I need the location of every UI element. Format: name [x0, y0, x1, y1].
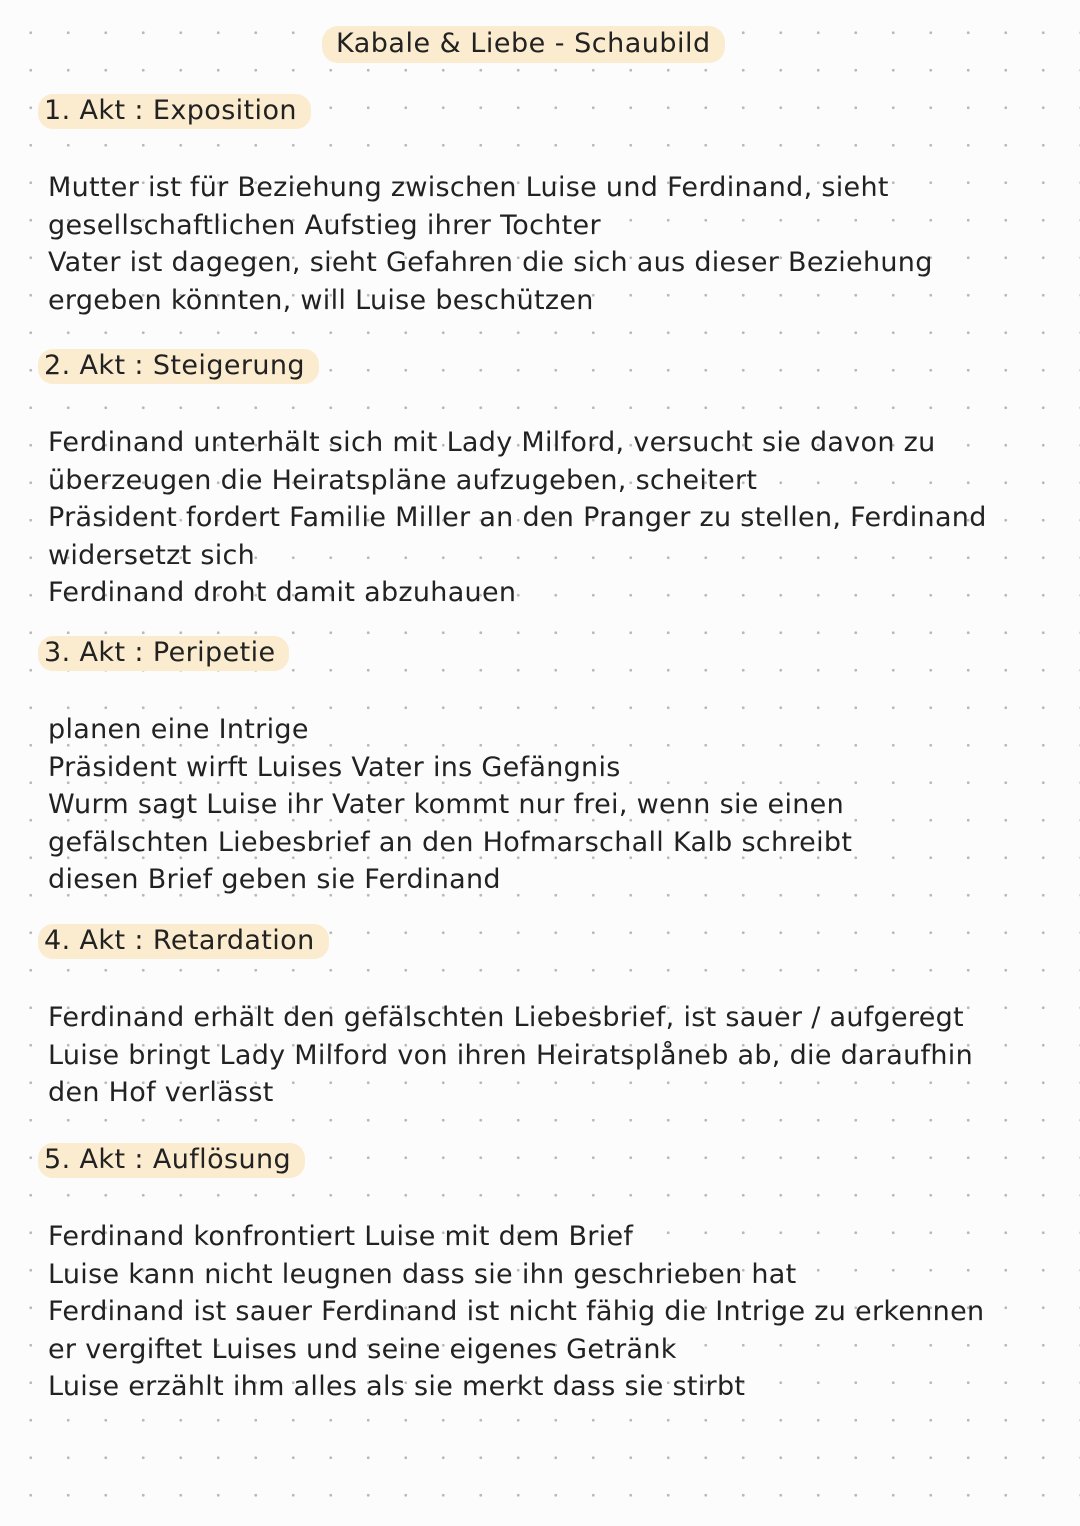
act-1-heading: 1. Akt : Exposition: [38, 94, 311, 129]
act-4-section: [44, 924, 1058, 1112]
text-line: gesellschaftlichen Aufstieg ihrer Tochter: [48, 209, 601, 241]
text-line: er vergiftet Luises und seine eigenes Getränk: [48, 1333, 677, 1365]
page-title: Kabale & Liebe - Schaubild: [322, 26, 725, 63]
text-line: ergeben könnten, will Luise beschützen: [48, 284, 594, 316]
text-line: widersetzt sich: [48, 539, 256, 571]
act-1-text: [48, 169, 1058, 319]
text-line: Ferdinand konfrontiert Luise mit dem Brief: [48, 1221, 634, 1252]
text-line: Luise bringt Lady Milford von ihren Heiratsplåneb ab, die daraufhin: [48, 1039, 973, 1071]
text-line: Präsident wirft Luises Vater ins Gefängnis: [48, 751, 621, 783]
act-4-text: [48, 999, 1058, 1112]
act-3-section: [44, 636, 1058, 899]
text-line: überzeugen die Heiratspläne aufzugeben, scheitert: [48, 464, 758, 496]
act-2-section: [44, 349, 1058, 612]
text-line: Präsident fordert Familie Miller an den Pranger zu stellen, Ferdinand: [48, 502, 987, 533]
text-line: Ferdinand unterhält sich mit Lady Milford, versucht sie davon zu: [48, 427, 936, 458]
text-line: Ferdinand erhält den gefälschten Liebesbrief, ist sauer / aufgeregt: [48, 1002, 964, 1033]
text-line: Ferdinand droht damit abzuhauen: [48, 577, 517, 608]
text-line: Luise erzählt ihm alles als sie merkt dass sie stirbt: [48, 1371, 746, 1402]
text-line: gefälschten Liebesbrief an den Hofmarschall Kalb schreibt: [48, 826, 853, 858]
text-line: Luise kann nicht leugnen dass sie ihn geschrieben hat: [48, 1258, 797, 1290]
text-line: Mutter ist für Beziehung zwischen Luise und Ferdinand, sieht: [48, 172, 889, 203]
text-line: diesen Brief geben sie Ferdinand: [48, 864, 501, 895]
act-1-section: [44, 94, 1058, 319]
act-2-text: [48, 424, 1058, 612]
text-line: Vater ist dagegen, sieht Gefahren die sich aus dieser Beziehung: [48, 247, 933, 278]
act-5-text: [48, 1218, 1058, 1406]
act-4-heading: 4. Akt : Retardation: [38, 924, 329, 959]
text-line: Wurm sagt Luise ihr Vater kommt nur frei, wenn sie einen: [48, 789, 844, 820]
text-line: Ferdinand ist sauer Ferdinand ist nicht fähig die Intrige zu erkennen: [48, 1296, 985, 1327]
act-5-section: [44, 1143, 1058, 1406]
act-5-heading: 5. Akt : Auflösung: [38, 1143, 305, 1178]
text-line: den Hof verlässt: [48, 1077, 274, 1108]
act-3-heading: 3. Akt : Peripetie: [38, 636, 289, 671]
act-3-text: [48, 711, 1058, 899]
text-line: planen eine Intrige: [48, 714, 309, 745]
act-2-heading: 2. Akt : Steigerung: [38, 349, 319, 384]
